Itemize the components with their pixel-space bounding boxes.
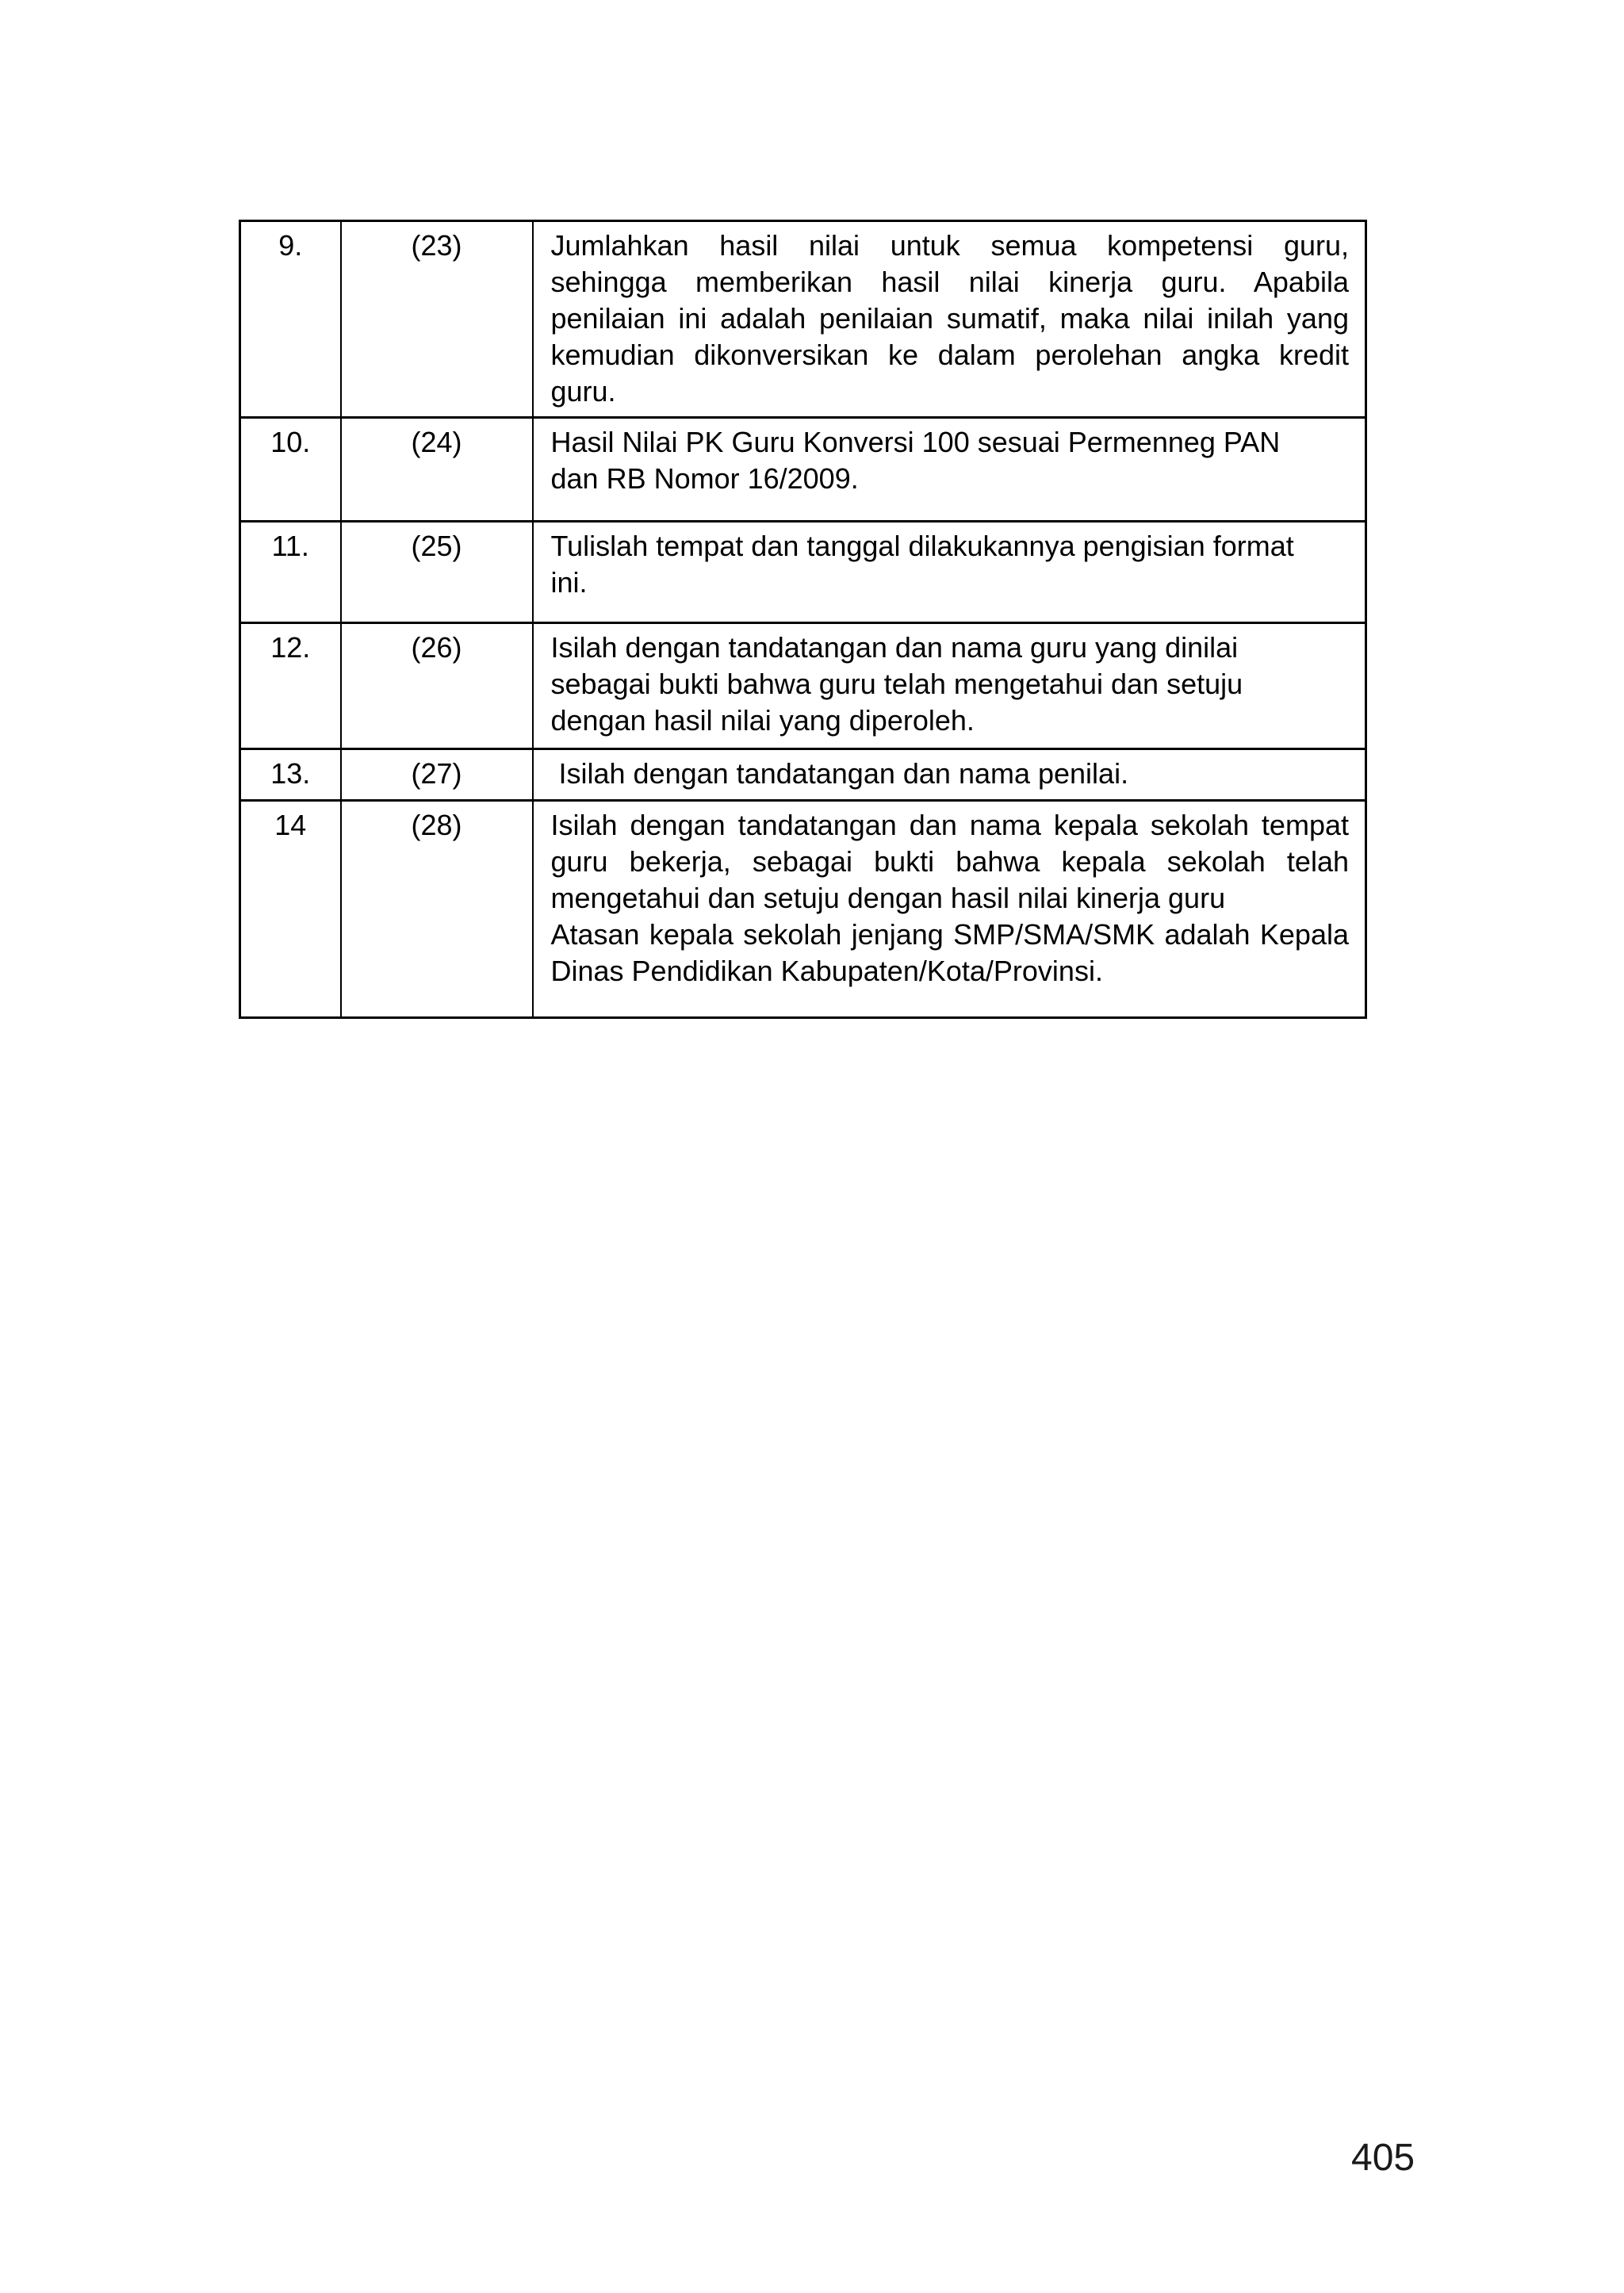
row-number-cell: 14 — [240, 801, 341, 1018]
row-number-cell: 11. — [240, 522, 341, 623]
description-paragraph — [551, 756, 1350, 792]
description-line: dan RB Nomor 16/2009. — [550, 462, 859, 495]
table-row — [240, 801, 1366, 1018]
description-paragraph — [551, 917, 1350, 990]
table-row — [240, 418, 1366, 522]
description-cell — [533, 522, 1366, 623]
description-line: mengetahui dan setuju dengan hasil nilai kinerja guru — [550, 882, 1226, 914]
description-cell — [533, 418, 1366, 522]
description-line: Jumlahkan hasil nilai untuk semua kompetensi guru, — [550, 229, 1349, 262]
code-cell: (28) — [341, 801, 533, 1018]
description-line: Tulislah tempat dan tanggal dilakukannya pengisian format — [550, 530, 1294, 562]
row-number-cell: 10. — [240, 418, 341, 522]
description-line: guru bekerja, sebagai bukti bahwa kepala sekolah telah — [550, 845, 1349, 878]
description-line: kemudian dikonversikan ke dalam perolehan angka kredit — [550, 339, 1349, 371]
code-cell: (24) — [341, 418, 533, 522]
description-line: Hasil Nilai PK Guru Konversi 100 sesuai Permenneg PAN — [550, 426, 1281, 458]
description-cell — [533, 623, 1366, 749]
instructions-table — [239, 220, 1367, 1019]
description-line: Dinas Pendidikan Kabupaten/Kota/Provinsi. — [550, 955, 1103, 987]
row-number-cell: 13. — [240, 749, 341, 801]
description-line: sehingga memberikan hasil nilai kinerja guru. Apabila — [550, 266, 1349, 298]
description-line: Isilah dengan tandatangan dan nama penilai. — [550, 757, 1129, 790]
row-number-cell: 9. — [240, 221, 341, 418]
description-line: dengan hasil nilai yang diperoleh. — [550, 704, 975, 737]
description-line: guru. — [550, 375, 616, 408]
table-row — [240, 623, 1366, 749]
description-line: Isilah dengan tandatangan dan nama kepala sekolah tempat — [550, 809, 1349, 841]
description-line: penilaian ini adalah penilaian sumatif, maka nilai inilah yang — [550, 302, 1349, 335]
code-cell: (26) — [341, 623, 533, 749]
row-number-cell: 12. — [240, 623, 341, 749]
description-cell — [533, 801, 1366, 1018]
description-paragraph — [551, 630, 1350, 739]
description-paragraph — [551, 424, 1350, 497]
description-line: Isilah dengan tandatangan dan nama guru yang dinilai — [550, 631, 1239, 664]
table-body — [240, 221, 1366, 1018]
description-paragraph — [551, 807, 1350, 917]
code-cell: (25) — [341, 522, 533, 623]
description-cell — [533, 221, 1366, 418]
description-paragraph — [551, 528, 1350, 601]
table-row — [240, 749, 1366, 801]
table-row — [240, 522, 1366, 623]
table-row — [240, 221, 1366, 418]
description-line: sebagai bukti bahwa guru telah mengetahui dan setuju — [550, 668, 1243, 700]
description-paragraph — [551, 228, 1350, 410]
description-line: ini. — [550, 566, 588, 599]
page-number: 405 — [1351, 2137, 1415, 2179]
code-cell: (23) — [341, 221, 533, 418]
description-cell — [533, 749, 1366, 801]
description-line: Atasan kepala sekolah jenjang SMP/SMA/SMK adalah Kepala — [550, 918, 1349, 951]
code-cell: (27) — [341, 749, 533, 801]
